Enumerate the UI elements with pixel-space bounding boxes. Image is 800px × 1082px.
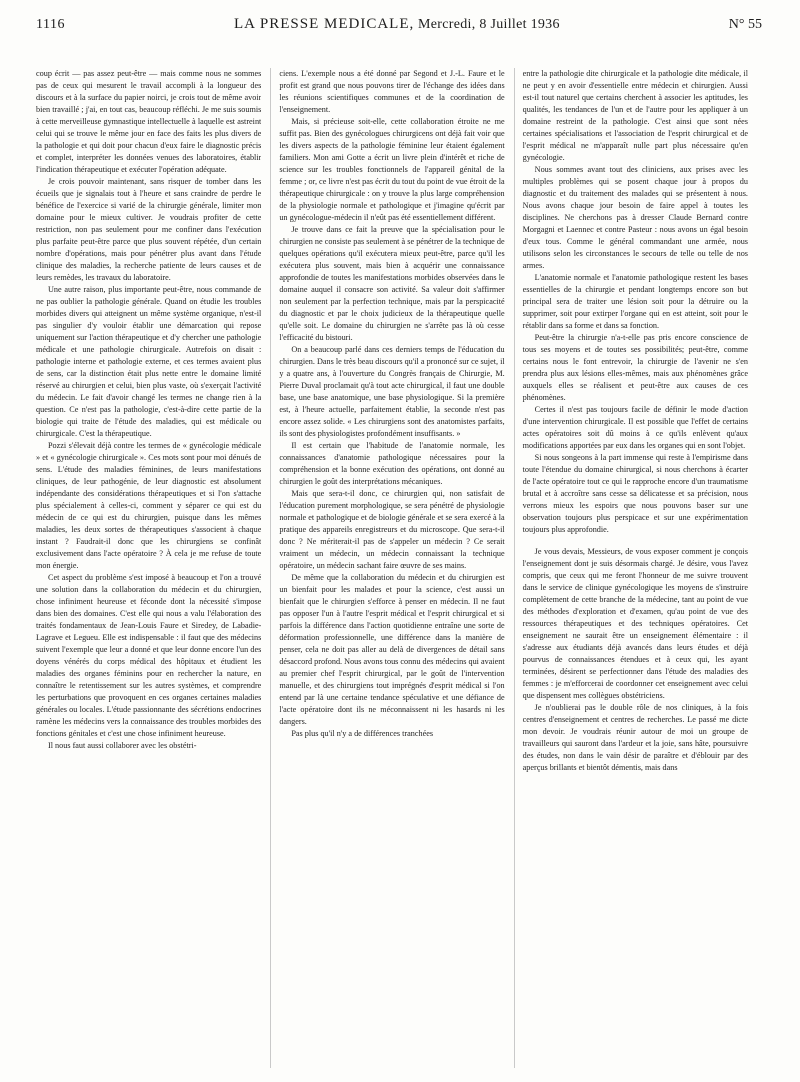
page-number: 1116 <box>36 17 65 32</box>
paragraph: Je n'oublierai pas le double rôle de nos cliniques, à la fois centres d'enseignement et centres de recherches. Le passé me dicte mon devoir. Je voudrais réunir autour de moi un groupe de travailleurs qui sauront dans l'ardeur et la joie, sans hâte, poursuivre des études, non dans le vain désir de paraître et d'éblouir par des aperçus brillants et bientôt démentis, mais dans <box>522 703 748 772</box>
paragraph: Pas plus qu'il n'y a de différences tranchées <box>291 729 434 738</box>
column-middle <box>270 68 504 1068</box>
paragraph: Mais, si précieuse soit-elle, cette collaboration étroite ne me suffit pas. Bien des gynécologues chirurgicens ont déjà fait voir que les divers aspects de la pathologie féminine leur étaient également familiers. Mon ami Gotte a écrit un livre plein d'intérêt et riche de science sur les troubles fonctionnels de l'appareil génital de la femme ; or, ce livre n'est pas écrit du tout du point de vue étroit de la thérapeutique chirurgicale : on y trouve la plus large compréhension de la physiologie normale et pathologique et j'imagine qu'écrit par un gynécologue-médecin il n'eût pas été essentiellement différent. <box>279 117 505 222</box>
running-head <box>36 16 762 44</box>
paragraph: Je vous devais, Messieurs, de vous exposer comment je conçois l'enseignement dont je suis désormais chargé. Je désire, vous l'avez compris, que ceux qui me feront l'honneur de me suivre trouvent dans le service de clinique gynécologique les moyens de s'instruire complètement de cette branche de la médecine, tant au point de vue des méthodes d'exploration et d'examen, qu'au point de vue des ressources thérapeutiques et des techniques opératoires. Cet enseignement ne saurait être un enseignement élémentaire : il s'adresse aux étudiants déjà avancés dans leurs études et déjà pourvus de connaissances étendues et à ceux qui, les ayant terminées, désirent se perfectionner dans l'étude des maladies des femmes : je m'efforcerai de coordonner cet enseignement avec celui que dispensent mes collègues obstétriciens. <box>522 547 748 700</box>
paragraph: De même que la collaboration du médecin et du chirurgien est un bienfait pour les malades et pour la science, c'est aussi un bienfait que le chirurgien s'efforce à penser en médecin. Il ne faut pas opposer l'un à l'autre l'esprit médical et l'esprit chirurgical et si parfois la différence dans l'action quotidienne entraîne une sorte de déformation professionnelle, une différence dans la manière de penser, cela ne doit pas aller au delà de divergences de détail sans désaccord profond. Nous avons tous connu des médecins qui avaient au premier chef l'esprit chirurgical, par le goût de l'intervention manuelle, et des chirurgiens tout imprégnés d'esprit médical si l'on entend par là une certaine tendance spéculative et une défiance de l'acte opératoire dont ils ne méconnaissent ni les hasards ni les dangers. <box>279 573 505 726</box>
paragraph: Pozzi s'élevait déjà contre les termes de « gynécologie médicale » et « gynécologie chirurgicale ». Ces mots sont pour moi dénués de sens. L'étude des maladies féminines, de leurs manifestations cliniques, de leur pathogénie, de leur diagnostic est absolument indépendante des considérations thérapeutiques et si l'on s'attache plus spécialement à celles-ci, comment y séparer ce qui est du médecin de ce qui est du chirurgien, puisque dans les mêmes maladies, les deux sortes de thérapeutiques s'associent à chaque instant ? Faudrait-il donc que les chirurgiens se confinât exclusivement dans l'acte opératoire ? À cela je me refuse de toute mon énergie. <box>36 441 262 570</box>
text-columns <box>36 68 748 1068</box>
paragraph: Je trouve dans ce fait la preuve que la spécialisation pour le chirurgien ne consiste pas seulement à se pénétrer de la technique de quelques opérations qu'il exécutera mieux peut-être, parce qu'il les exécutera plus souvent, mais bien à acquérir une connaissance approfondie de toutes les manifestations morbides observées dans le domaine auquel il consacre son activité. Sa valeur doit s'affirmer non seulement par la perfection technique, mais par la perspicacité du diagnostic et par le choix judicieux de la thérapeutique quelle qu'elle soit. Le domaine du chirurgien ne s'arrête pas là où cesse l'efficacité du bistouri. <box>279 225 505 342</box>
paragraph: Il nous faut aussi collaborer avec les obstétri- <box>48 741 197 750</box>
column-left <box>36 68 261 1068</box>
paragraph: Certes il n'est pas toujours facile de définir le mode d'action d'une intervention chirurgicale. Il est possible que l'effet de certains actes opératoires soit dû moins à ce qu'ils enlèvent qu'aux modifications apportées par eux dans les organes qui en sont l'objet. <box>522 405 748 450</box>
paragraph: Nous sommes avant tout des cliniciens, aux prises avec les multiples problèmes qui se posent chaque jour à propos du diagnostic et du traitement des malades qui se présentent à nous. Nous avons chaque jour besoin de faire appel à toutes les disciplines. Ne cherchons pas à dresser Claude Bernard contre Morgagni et Laennec et contre Pasteur : nous avons un égal besoin d'eux tous. Comme le général commandant une armée, nous utilisons selon les circonstances le secours de telle ou telle de nos armes. <box>522 165 748 270</box>
paragraph: entre la pathologie dite chirurgicale et la pathologie dite médicale, il ne peut y en avoir d'essentielle entre médecin et chirurgien. Aussi est-il tout naturel que certains cherchent à associer les aptitudes, les qualités, les tendances de l'un et de l'autre pour les appliquer à un domaine restreint de la pathologie. C'est ainsi que sont nées certaines spécialisations et l'association de l'esprit chirurgical et de l'esprit médical ne m'apparaît nulle part plus nécessaire qu'en gynécologie. <box>522 69 748 162</box>
paragraph: Mais que sera-t-il donc, ce chirurgien qui, non satisfait de l'éducation purement morphologique, se sera pénétré de physiologie normale et pathologique et de biologie générale et se sera exercé à la pratique des appareils enregistreurs et du microscope. Que sera-t-il donc ? Ne mériterait-il pas de s'appeler un médecin ? Ce serait vraiment un médecin, un médecin connaissant la technique opératoire, un médecin sachant faire œuvre de ses mains. <box>279 489 505 570</box>
masthead-line <box>234 16 560 33</box>
paragraph: Cet aspect du problème s'est imposé à beaucoup et l'on a trouvé une solution dans la collaboration du médecin et du chirurgien, chose infiniment heureuse et féconde dont la nécessité s'impose dans bien des domaines. C'est elle qui nous a valu l'élaboration des traités fondamentaux de Jean-Louis Faure et Siredey, de Labadie-Lagrave et Legueu. Elle est indispensable : il faut que des médecins suivent l'exemple que leur a donné et que leur donne encore l'un des doyens vénérés du corps médical des hôpitaux et étudient les maladies des organes féminins pour en rechercher la nature, en connaître le retentissement sur les autres systèmes, et comprendre les perturbations que provoquent en ces organes certaines maladies générales ou locales. L'étude passionnante des sécrétions endocrines ramène les médecins vers la connaissance des troubles morbides des fonctions génitales et c'est une chose infiniment heureuse. <box>36 573 262 738</box>
issue-date: Mercredi, 8 Juillet 1936 <box>418 17 560 32</box>
paragraph: ciens. L'exemple nous a été donné par Segond et J.-L. Faure et le profit est grand que nous pouvons tirer de l'échange des idées dans les réunions scientifiques communes et de la coordination de l'enseignement. <box>279 69 505 114</box>
paragraph: Si nous songeons à la part immense qui reste à l'empirisme dans toute l'étendue du domaine chirurgical, si nous cherchons à écarter de l'acte opératoire tout ce qui le rapproche encore d'un traumatisme brutal et à accroître sans cesse sa délicatesse et sa précision, nous verrons mieux les espoirs que nous pouvons baser sur une observation toujours plus perspicace et sur une expérimentation toujours plus approfondie. <box>522 453 748 534</box>
paragraph: coup écrit — pas assez peut-être — mais comme nous ne sommes pas de ceux qui mesurent le travail accompli à la longueur des discours et à la surface du papier noirci, je crois tout de même avoir bien travaillé ; j'ai, en tout cas, beaucoup réfléchi. Je me suis soumis à cette merveilleuse gymnastique intellectuelle à laquelle est astreint celui qui se trouve le même jour en face des faits les plus divers de la pathologie et qui doit pour chacun d'eux faire le diagnostic précis et complet, interpréter les données venues des laboratoires, établir l'indication thérapeutique et exécuter l'opération adéquate. <box>36 69 262 174</box>
paragraph: Peut-être la chirurgie n'a-t-elle pas pris encore conscience de tous ses moyens et de toutes ses possibilités; peut-être, comme certains nous le font entrevoir, la chirurgie de l'avenir ne s'en prendra plus aux lésions elles-mêmes, mais aux phénomènes grâce auxquels elles se réalisent et peut-être aux causes de ces phénomènes. <box>522 333 748 402</box>
paragraph: Une autre raison, plus importante peut-être, nous commande de ne pas oublier la pathologie générale. Quand on étudie les troubles morbides divers qui atteignent un même système organique, n'est-il pas singulier d'y vouloir établir une démarcation qui repose uniquement sur l'action thérapeutique et d'y chercher une pathologie médicale et une pathologie chirurgicale. Autrefois on disait : pathologie interne et pathologie externe, et ces termes avaient plus de sens, car la distinction était plus nette entre le domaine limité réservé au chirurgien et celui, bien plus vaste, où s'exerçait l'activité du médecin. Le fait d'avoir changé les termes ne change rien à la question. Ce n'est pas la pathologie, c'est-à-dire cette partie de la biologie qui traite de l'étude des maladies, qui est médicale ou chirurgicale. C'est la thérapeutique. <box>36 285 262 438</box>
paragraph: L'anatomie normale et l'anatomie pathologique restent les bases essentielles de la chirurgie et pendant longtemps encore son but principal sera de traiter une lésion soit pour la détruire ou la supprimer, soit pour extirper l'organe qui en est atteint, soit pour le rétablir dans sa forme et dans sa fonction. <box>522 273 748 330</box>
paragraph: Il est certain que l'habitude de l'anatomie normale, les connaissances d'anatomie pathologique nécessaires pour la compréhension et la bonne exécution des opérations, ont donné au chirurgien le goût des interprétations mécaniques. <box>279 441 505 486</box>
paragraph: Je crois pouvoir maintenant, sans risquer de tomber dans les écueils que je signalais tout à l'heure et sans craindre de perdre le bénéfice de l'exercice si varié de la chirurgie générale, limiter mon domaine pour le mieux cultiver. Je voudrais profiter de cette restriction, non pas seulement pour me confiner dans l'exécution plus parfaite peut-être parce que plus souvent répétée, d'un certain nombre d'opérations, mais pour pénétrer plus avant dans l'étude clinique des maladies, la recherche patiente de leurs causes et de leurs remèdes, les travaux du laboratoire. <box>36 177 262 282</box>
paragraph: On a beaucoup parlé dans ces derniers temps de l'éducation du chirurgien. Dans le très beau discours qu'il a prononcé sur ce sujet, il y a quatre ans, à l'ouverture du Congrès français de Chirurgie, M. Pierre Duval proclamait qu'à tout acte chirurgical, il faut une double base, une base anatomique, une base physiologique. Si la première est, à l'heure actuelle, parfaitement établie, la seconde n'est pas encore assez solide. « Les chirurgiens sont des anatomistes parfaits, ils sont des physiologistes profondément insuffisants. » <box>279 345 505 438</box>
column-right <box>514 68 748 1068</box>
journal-title: LA PRESSE MEDICALE, <box>233 16 415 32</box>
issue-number: N° 55 <box>728 17 762 32</box>
